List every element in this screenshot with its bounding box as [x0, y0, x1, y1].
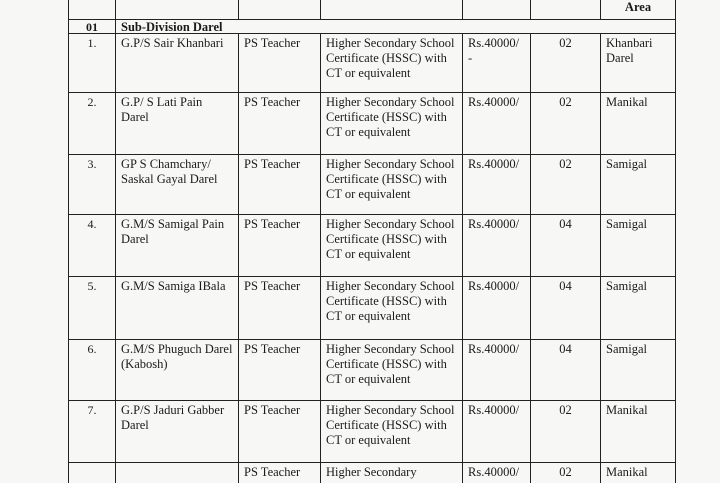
qualification: Higher Secondary School Certificate (HSSC) with CT or equivalent	[320, 34, 462, 93]
row-number: 2.	[68, 93, 115, 155]
school-name: G.M/S Samiga IBala	[115, 277, 238, 340]
area: Samigal	[600, 340, 676, 401]
row-number: 4.	[68, 215, 115, 277]
area: Manikal	[600, 401, 676, 463]
area: Samigal	[600, 277, 676, 340]
school-name: GP S Chamchary/ Saskal Gayal Darel	[115, 155, 238, 215]
post-count: 02	[530, 93, 600, 155]
row-number: 5.	[68, 277, 115, 340]
qualification: Higher Secondary School Certificate (HSSC) with CT or equivalent	[320, 93, 462, 155]
school-name: G.P/S Sair Khanbari	[115, 34, 238, 93]
school-name: G.M/S Phuguch Darel (Kabosh)	[115, 340, 238, 401]
table-row	[68, 276, 676, 340]
row-number: 6.	[68, 340, 115, 401]
subdivision-title: Sub-Division Darel	[115, 20, 676, 34]
post-count: 02	[530, 34, 600, 93]
header-area: Area	[600, 0, 676, 19]
pay-scale: Rs.40000/	[462, 215, 530, 277]
pay-scale: Rs.40000/ -	[462, 34, 530, 93]
subdivision-number: 01	[68, 20, 115, 34]
school-name: G.P/ S Lati Pain Darel	[115, 93, 238, 155]
post-name: PS Teacher	[238, 340, 320, 401]
post-count: 02	[530, 463, 600, 483]
area: Manikal	[600, 463, 676, 483]
table-row	[68, 33, 676, 93]
area: Samigal	[600, 215, 676, 277]
post-name: PS Teacher	[238, 155, 320, 215]
school-name: G.M/S Samigal Pain Darel	[115, 215, 238, 277]
area: Khanbari Darel	[600, 34, 676, 93]
post-name: PS Teacher	[238, 277, 320, 340]
table-header-row	[68, 0, 676, 19]
table-row	[68, 462, 676, 483]
qualification: Higher Secondary School Certificate (HSSC) with CT or equivalent	[320, 215, 462, 277]
pay-scale: Rs.40000/	[462, 93, 530, 155]
pay-scale: Rs.40000/	[462, 401, 530, 463]
pay-scale: Rs.40000/	[462, 155, 530, 215]
pay-scale: Rs.40000/	[462, 463, 530, 483]
row-number: 1.	[68, 34, 115, 93]
post-name: PS Teacher	[238, 215, 320, 277]
qualification: Higher Secondary School Certificate (HSSC) with CT or equivalent	[320, 401, 462, 463]
post-count: 04	[530, 277, 600, 340]
post-count: 02	[530, 155, 600, 215]
post-name: PS Teacher	[238, 463, 320, 483]
post-name: PS Teacher	[238, 34, 320, 93]
qualification: Higher Secondary School Certificate (HSSC) with CT or equivalent	[320, 277, 462, 340]
area: Manikal	[600, 93, 676, 155]
table-row	[68, 154, 676, 215]
qualification: Higher Secondary School Certificate (HSSC) with CT or equivalent	[320, 340, 462, 401]
post-count: 02	[530, 401, 600, 463]
row-number: 7.	[68, 401, 115, 463]
qualification: Higher Secondary	[320, 463, 462, 483]
area: Samigal	[600, 155, 676, 215]
pay-scale: Rs.40000/	[462, 340, 530, 401]
school-name: G.P/S Jaduri Gabber Darel	[115, 401, 238, 463]
table-row	[68, 400, 676, 463]
school-name	[115, 463, 238, 483]
post-count: 04	[530, 340, 600, 401]
table-row	[68, 214, 676, 277]
post-name: PS Teacher	[238, 93, 320, 155]
post-name: PS Teacher	[238, 401, 320, 463]
table-row	[68, 339, 676, 401]
post-count: 04	[530, 215, 600, 277]
pay-scale: Rs.40000/	[462, 277, 530, 340]
subdivision-row	[68, 19, 676, 34]
row-number: 3.	[68, 155, 115, 215]
row-number	[68, 463, 115, 483]
qualification: Higher Secondary School Certificate (HSSC) with CT or equivalent	[320, 155, 462, 215]
table-row	[68, 92, 676, 155]
